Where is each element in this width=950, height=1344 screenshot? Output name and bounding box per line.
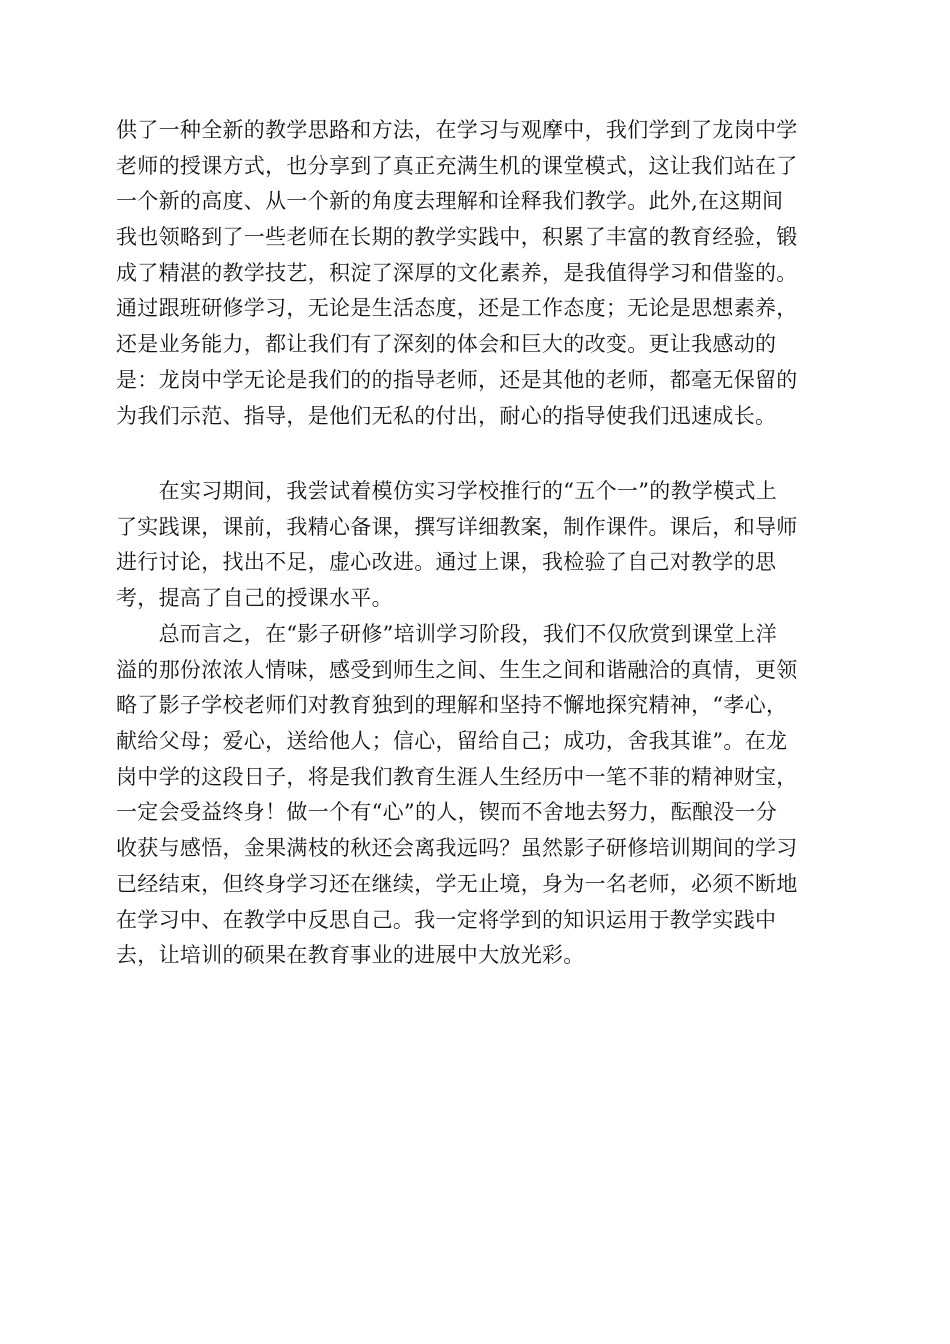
paragraph-2	[116, 474, 836, 617]
text-line: 略了影子学校老师们对教育独到的理解和坚持不懈地探究精神，“孝心，	[116, 693, 788, 718]
text-line: 成了精湛的教学技艺，积淀了深厚的文化素养，是我值得学习和借鉴的。	[116, 260, 798, 285]
text-line: 是：龙岗中学无论是我们的的指导老师，还是其他的老师，都毫无保留的	[116, 367, 798, 392]
text-line: 我也领略到了一些老师在长期的教学实践中，积累了丰富的教育经验，锻	[116, 225, 798, 250]
text-line: 收获与感悟，金果满枝的秋还会离我远吗？虽然影子研修培训期间的学习	[116, 836, 798, 861]
text-line: 总而言之，在“影子研修”培训学习阶段，我们不仅欣赏到课堂上洋	[116, 622, 778, 646]
text-line: 一个新的高度、从一个新的角度去理解和诠释我们教学。此外,在这期间	[116, 189, 784, 214]
text-line: 了实践课，课前，我精心备课，撰写详细教案，制作课件。课后，和导师	[116, 514, 798, 539]
text-line: 岗中学的这段日子，将是我们教育生涯人生经历中一笔不菲的精神财宝，	[116, 764, 798, 789]
paragraph-1	[116, 113, 836, 434]
text-line: 去，让培训的硕果在教育事业的进展中大放光彩。	[116, 943, 585, 968]
text-line: 为我们示范、指导，是他们无私的付出，耐心的指导使我们迅速成长。	[116, 403, 777, 428]
paragraph-3	[116, 617, 836, 974]
text-line: 在学习中、在教学中反思自己。我一定将学到的知识运用于教学实践中	[116, 907, 777, 932]
text-line: 老师的授课方式，也分享到了真正充满生机的课堂模式，这让我们站在了	[116, 153, 798, 178]
text-line: 在实习期间，我尝试着模仿实习学校推行的“五个一”的教学模式上	[116, 479, 778, 503]
text-line: 一定会受益终身！做一个有“心”的人，锲而不舍地去努力，酝酿没一分	[116, 800, 778, 825]
text-line: 通过跟班研修学习，无论是生活态度，还是工作态度；无论是思想素养，	[116, 296, 798, 321]
text-line: 考，提高了自己的授课水平。	[116, 586, 393, 611]
text-line: 溢的那份浓浓人情味，感受到师生之间、生生之间和谐融洽的真情，更领	[116, 657, 798, 682]
text-line: 已经结束，但终身学习还在继续，学无止境，身为一名老师，必须不断地	[116, 871, 798, 896]
text-line: 献给父母；爱心，送给他人；信心，留给自己；成功，舍我其谁”。在龙	[116, 729, 788, 754]
text-line: 供了一种全新的教学思路和方法，在学习与观摩中，我们学到了龙岗中学	[116, 118, 798, 142]
text-line: 进行讨论，找出不足，虚心改进。通过上课，我检验了自己对教学的思	[116, 550, 777, 575]
text-line: 还是业务能力，都让我们有了深刻的体会和巨大的改变。更让我感动的	[116, 332, 777, 357]
